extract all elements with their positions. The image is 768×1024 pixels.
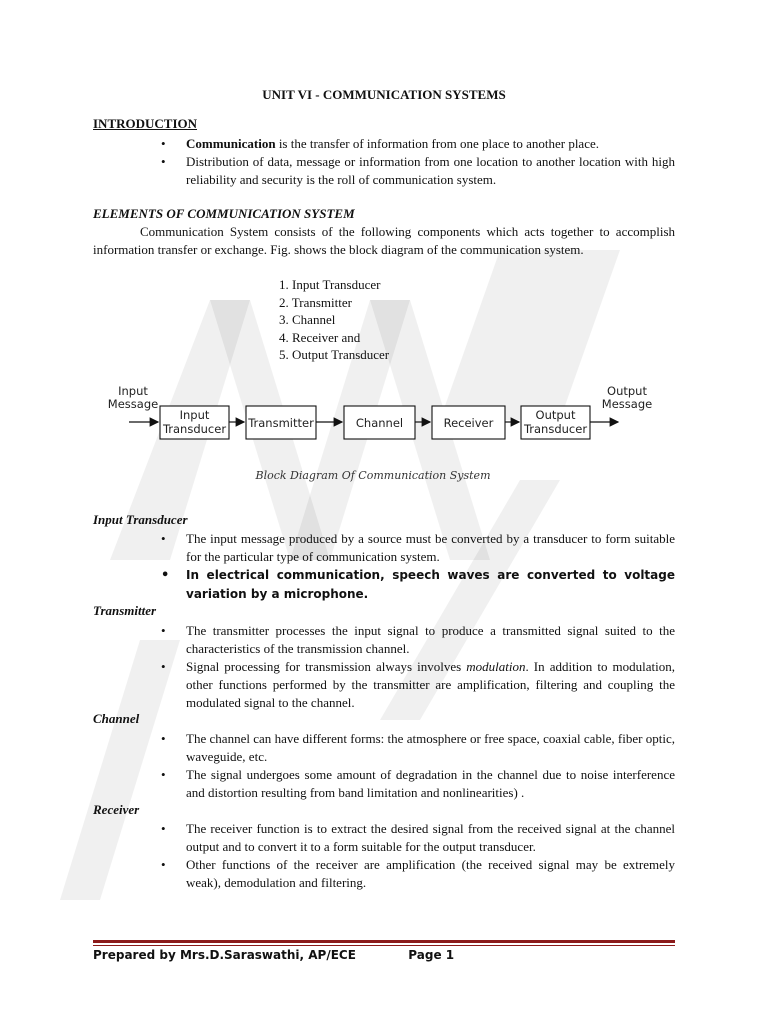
input-message-label-1: Input	[118, 384, 148, 398]
block1-label-2: Transducer	[162, 422, 227, 436]
bullet-text: . In addition to modulation, other functions performed by the transmitter are amplification, filtering and coupling the modulated signal to the channel.	[186, 659, 676, 710]
bold-term: Communication	[186, 136, 276, 151]
bullet-text: is the transfer of information from one place to another place.	[275, 136, 599, 151]
italic-term: modulation	[466, 659, 526, 674]
components-list	[279, 276, 389, 364]
block4-label: Receiver	[443, 416, 494, 430]
page-footer	[93, 948, 454, 962]
list-item: • The signal undergoes some amount of degradation in the channel due to noise interference and distortion resulting from band limitation and nonlinearities) .	[93, 766, 675, 802]
channel-heading: Channel	[93, 711, 140, 726]
bullet-text: Signal processing for transmission always involves	[186, 659, 467, 674]
list-item: 3. Channel	[279, 312, 336, 328]
elements-heading: ELEMENTS OF COMMUNICATION SYSTEM	[93, 206, 355, 221]
list-item: • The receiver function is to extract the desired signal from the received signal at the channel output and to convert it to a form suitable for the output transducer.	[93, 820, 675, 856]
diagram-caption: Block Diagram Of Communication System	[255, 469, 491, 482]
list-item: 5. Output Transducer	[279, 347, 390, 363]
block1-label-1: Input	[179, 408, 210, 422]
footer-rule	[93, 940, 675, 943]
input-message-label-2: Message	[107, 397, 159, 411]
list-item: • In electrical communication, speech waves are converted to voltage variation by a microphone.	[93, 566, 675, 604]
list-item: • The transmitter processes the input signal to produce a transmitted signal suited to the characteristics of the transmission channel.	[93, 622, 675, 658]
output-message-label-2: Message	[601, 397, 653, 411]
input-transducer-heading: Input Transducer	[93, 512, 188, 527]
list-item: • The input message produced by a source must be converted by a transducer to form suitable for the particular type of communication system.	[93, 530, 675, 566]
list-item: • The channel can have different forms: the atmosphere or free space, coaxial cable, fiber optic, waveguide, etc.	[93, 730, 675, 766]
page-title: UNIT VI - COMMUNICATION SYSTEMS	[262, 87, 506, 102]
list-item: 1. Input Transducer	[279, 277, 381, 292]
introduction-bullets	[93, 135, 675, 189]
list-item: 4. Receiver and	[279, 329, 361, 345]
block-diagram	[0, 378, 768, 488]
block5-label-2: Transducer	[523, 422, 588, 436]
page-number: Page 1	[408, 948, 455, 962]
introduction-heading: INTRODUCTION	[93, 116, 198, 131]
block2-label: Transmitter	[248, 416, 314, 430]
transmitter-heading: Transmitter	[93, 603, 157, 618]
list-item: 2. Transmitter	[279, 294, 352, 310]
list-item	[93, 135, 675, 153]
footer-rule-thin	[93, 945, 675, 946]
receiver-heading: Receiver	[93, 802, 140, 817]
output-message-label-1: Output	[607, 384, 647, 398]
block3-label: Channel	[355, 416, 404, 430]
elements-paragraph: Communication System consists of the following components which acts together to accomplish information transfer or exchange. Fig. shows the block diagram of the communication system.	[93, 224, 675, 257]
list-item: • Distribution of data, message or information from one location to another location with high reliability and security is the roll of communication system.	[93, 153, 675, 189]
document-page	[93, 0, 675, 1024]
block5-label-1: Output	[535, 408, 576, 422]
list-item: • Other functions of the receiver are amplification (the received signal may be extremely weak), demodulation and filtering.	[93, 856, 675, 892]
footer-author: Prepared by Mrs.D.Saraswathi, AP/ECE	[93, 948, 356, 962]
